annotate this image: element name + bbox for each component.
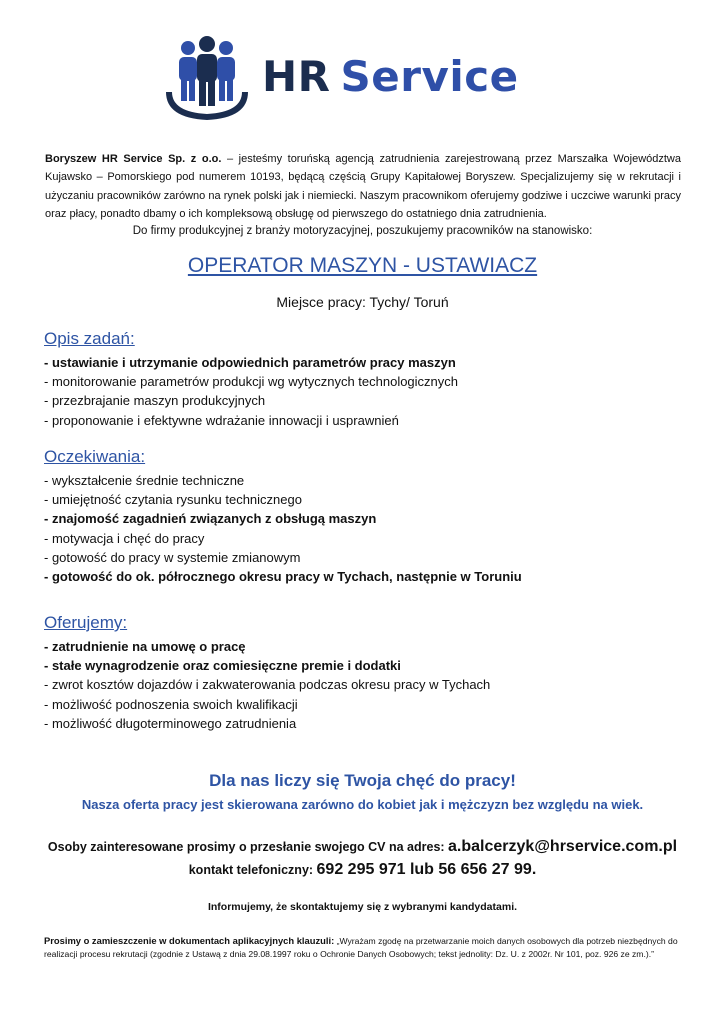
phone-label: kontakt telefoniczny: [188,863,317,877]
call-to-action-subtitle: Nasza oferta pracy jest skierowana zarówno do kobiet jak i mężczyzn bez względu na wiek. [81,797,644,812]
list-item: - zwrot kosztów dojazdów i zakwaterowania podczas okresu pracy w Tychach [44,677,491,693]
cv-request-text: Osoby zainteresowane prosimy o przesłanie swojego CV na adres: [47,840,449,854]
list-item: - stałe wynagrodzenie oraz comiesięczne premie i dodatki [44,658,401,674]
people-group-icon [162,34,252,124]
intro-text: – jesteśmy toruńską agencją zatrudnienia zarejestrowaną przez Marszałka Województwa Kujawsko – Pomorskiego pod numerem 10193, będącą częścią Grupy Kapitałowej Boryszew. Specjalizujemy się w rekrutacji i użyczaniu pracowników zarówno na rynek polski jak i niemiecki. Naszym pracownikom oferujemy godziwe i uczciwe warunki pracy oraz płacy, ponadto dbamy o ich kompleksową obsługę od pierwszego do ostatniego dnia zatrudnienia. [45,153,681,220]
list-item: - znajomość zagadnień związanych z obsługą maszyn [44,511,377,527]
tasks-heading: Opis zadań: [44,329,135,348]
expectations-section [44,446,684,586]
tasks-section [44,328,684,430]
company-name: Boryszew HR Service Sp. z o.o. [45,153,222,165]
list-item: - gotowość do ok. półrocznego okresu pracy w Tychach, następnie w Toruniu [44,569,522,585]
clause-label: Prosimy o zamieszczenie w dokumentach aplikacyjnych klauzuli: [44,935,335,946]
list-item: - zatrudnienie na umowę o pracę [44,639,246,654]
cv-contact-line [0,838,725,856]
phone-contact-line [0,861,725,879]
offer-heading: Oferujemy: [44,613,128,632]
consent-clause [44,934,684,961]
clause-text: „Wyrażam zgodę na przetwarzanie moich danych osobowych dla potrzeb niezbędnych do realizacji procesu rekrutacji (zgodnie z Ustawą z dnia 29.08.1997 roku o Ochronie Danych Osobowych; tekst jednolity: Dz. U. z 2002r. Nr 101, poz. 926 ze zm.).” [44,936,678,959]
list-item: - ustawianie i utrzymanie odpowiednich parametrów pracy maszyn [44,355,456,370]
position-title: OPERATOR MASZYN - USTAWIACZ [187,254,538,277]
list-item: - umiejętność czytania rysunku technicznego [44,492,302,508]
logo-text-service: Service [340,52,519,101]
hr-service-logo [162,34,562,124]
logo-text-hr: HR [262,52,331,101]
phone-numbers: 692 295 971 lub 56 656 27 99. [316,861,537,878]
call-to-action: Dla nas liczy się Twoja chęć do pracy! [209,771,516,790]
contact-notice: Informujemy, że skontaktujemy się z wybranymi kandydatami. [207,901,518,913]
list-item: - proponowanie i efektywne wdrażanie innowacji i usprawnień [44,412,399,428]
list-item: - gotowość do pracy w systemie zmianowym [44,549,301,565]
list-item: - możliwość podnoszenia swoich kwalifikacji [44,696,298,712]
offer-section [44,612,684,733]
list-item: - wykształcenie średnie techniczne [44,473,245,488]
list-item: - możliwość długoterminowego zatrudnienia [44,715,297,731]
email-link[interactable]: a.balcerzyk@hrservice.com.pl [448,838,678,855]
search-line: Do firmy produkcyjnej z branży motoryzacyjnej, poszukujemy pracowników na stanowisko: [132,225,593,237]
logo-wordmark [262,52,519,101]
list-item: - motywacja i chęć do pracy [44,530,205,546]
company-intro [45,150,681,223]
list-item: - monitorowanie parametrów produkcji wg wytycznych technologicznych [44,374,459,390]
work-location: Miejsce pracy: Tychy/ Toruń [276,294,449,310]
list-item: - przezbrajanie maszyn produkcyjnych [44,393,266,409]
expectations-heading: Oczekiwania: [44,447,146,466]
